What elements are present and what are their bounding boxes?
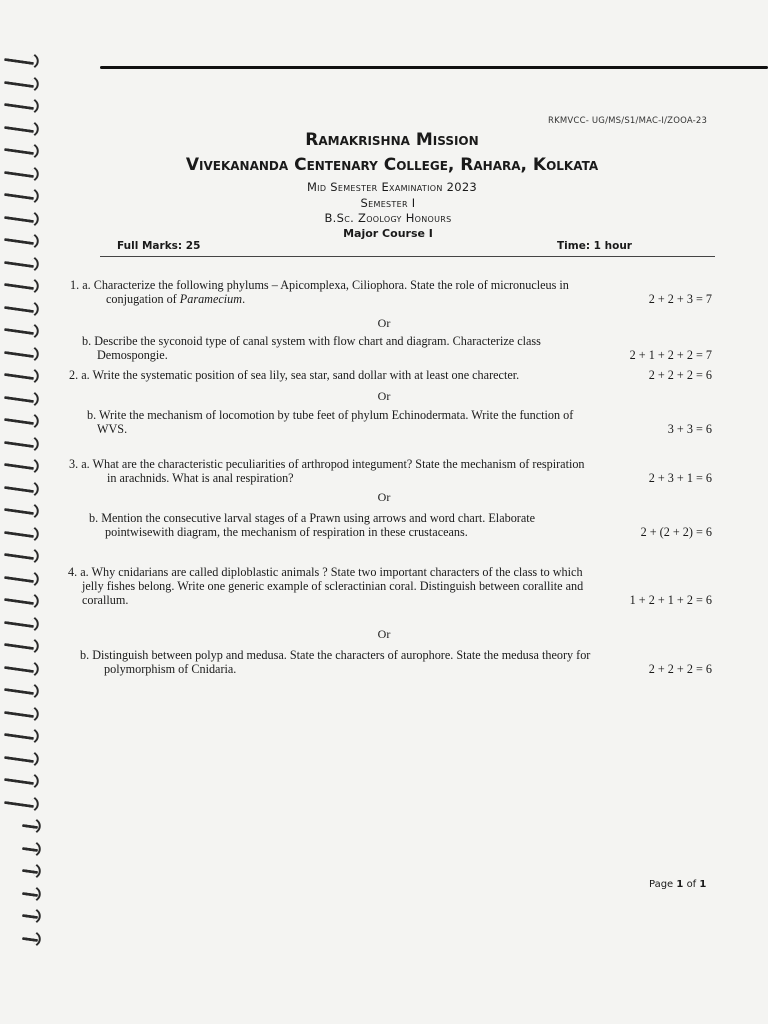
question-number: b. xyxy=(80,648,90,662)
question-text: Characterize the following phylums – Apicomplexa, Ciliophora. State the role of micronucleus in xyxy=(93,278,569,292)
question-text: jelly fishes belong. Write one generic example of scleractinian coral. Distinguish between corallite and xyxy=(82,579,584,593)
binding-ring-hook xyxy=(28,369,42,383)
question-number: 2. a. xyxy=(69,368,90,382)
question-4a xyxy=(68,565,712,607)
question-text: Mention the consecutive larval stages of a Prawn using arrows and word chart. Elaborate xyxy=(101,511,536,525)
top-rule xyxy=(100,66,768,69)
question-marks: 2 + (2 + 2) = 6 xyxy=(640,525,712,539)
question-marks: 2 + 3 + 1 = 6 xyxy=(648,471,712,485)
header-divider xyxy=(100,256,715,257)
binding-ring-hook xyxy=(28,526,42,540)
question-2b xyxy=(87,408,712,436)
binding-ring-hook xyxy=(28,459,42,473)
question-text: in arachnids. What is anal respiration? xyxy=(107,471,294,485)
binding-ring-hook xyxy=(28,99,42,113)
binding-ring-hook xyxy=(28,706,42,720)
question-number: b. xyxy=(89,511,99,525)
binding-ring-hook xyxy=(30,886,44,900)
question-text: Describe the syconoid type of canal system with flow chart and diagram. Characterize class xyxy=(94,334,541,348)
question-text: polymorphism of Cnidaria. xyxy=(104,662,237,676)
paper-code: RKMVCC- UG/MS/S1/MAC-I/ZOOA-23 xyxy=(548,116,708,126)
binding-ring-hook xyxy=(28,594,42,608)
page-number xyxy=(649,879,706,890)
binding-ring-hook xyxy=(28,504,42,518)
question-number: 1. a. xyxy=(70,278,91,292)
binding-ring-hook xyxy=(28,279,42,293)
binding-ring-hook xyxy=(28,774,42,788)
binding-ring-hook xyxy=(28,76,42,90)
binding-ring-hook xyxy=(28,549,42,563)
question-1b xyxy=(82,334,712,362)
question-text: Why cnidarians are called diploblastic animals ? State two important characters of the class to which xyxy=(91,565,583,579)
binding-ring-hook xyxy=(28,54,42,68)
question-3a xyxy=(69,457,712,485)
binding-ring-hook xyxy=(30,864,44,878)
question-text: Distinguish between polyp and medusa. State the characters of aurophore. State the medusa theory for xyxy=(92,648,591,662)
question-number: b. xyxy=(82,334,92,348)
binding-ring-hook xyxy=(28,661,42,675)
full-marks: Full Marks: 25 xyxy=(117,240,201,252)
question-marks: 2 + 2 + 2 = 6 xyxy=(648,368,712,382)
question-text: Demospongie. xyxy=(97,348,168,362)
binding-ring-hook xyxy=(28,346,42,360)
question-marks: 2 + 1 + 2 + 2 = 7 xyxy=(629,348,712,362)
major-course-label: Major Course I xyxy=(343,227,433,240)
institution-name-line2: Vivekananda Centenary College, Rahara, Kolkata xyxy=(185,155,599,175)
question-number: b. xyxy=(87,408,97,422)
binding-ring-hook xyxy=(30,931,44,945)
page-of-label: of xyxy=(686,879,697,890)
question-text: pointwisewith diagram, the mechanism of respiration in these crustaceans. xyxy=(105,525,468,539)
question-1a xyxy=(70,278,712,306)
question-marks: 2 + 2 + 3 = 7 xyxy=(648,292,712,306)
or-separator: Or xyxy=(377,389,391,403)
or-separator: Or xyxy=(377,490,391,504)
binding-ring-hook xyxy=(28,796,42,810)
question-marks: 3 + 3 = 6 xyxy=(667,422,712,436)
question-marks: 2 + 2 + 2 = 6 xyxy=(648,662,712,676)
page-label: Page xyxy=(649,879,674,890)
question-text: Write the systematic position of sea lily, sea star, sand dollar with at least one charecter. xyxy=(92,368,520,382)
question-text: Write the mechanism of locomotion by tube feet of phylum Echinodermata. Write the function of xyxy=(98,408,574,422)
question-text-italic: Paramecium xyxy=(179,292,243,306)
binding-ring-hook xyxy=(28,301,42,315)
course-label: B.Sc. Zoology Honours xyxy=(324,211,452,225)
question-text: . xyxy=(242,292,246,306)
question-text: corallum. xyxy=(82,593,129,607)
question-marks: 1 + 2 + 1 + 2 = 6 xyxy=(629,593,712,607)
binding-ring-hook xyxy=(30,841,44,855)
or-separator: Or xyxy=(377,316,391,330)
time-allowed: Time: 1 hour xyxy=(557,240,632,252)
question-text: What are the characteristic peculiarities of arthropod integument? State the mechanism of respiration xyxy=(92,457,585,471)
binding-ring-hook xyxy=(28,729,42,743)
page-total: 1 xyxy=(699,879,707,890)
semester-label: Semester I xyxy=(360,196,416,210)
institution-name-line1: Ramakrishna Mission xyxy=(305,130,479,150)
or-separator: Or xyxy=(377,627,391,641)
binding-ring-hook xyxy=(30,819,44,833)
binding-ring-hook xyxy=(28,571,42,585)
question-number: 3. a. xyxy=(69,457,90,471)
page-current: 1 xyxy=(676,879,684,890)
binding-ring-hook xyxy=(28,256,42,270)
question-text: WVS. xyxy=(97,422,128,436)
question-4b xyxy=(80,648,712,676)
exam-title: Mid Semester Examination 2023 xyxy=(306,180,478,194)
question-3b xyxy=(89,511,712,539)
question-number: 4. a. xyxy=(68,565,89,579)
binding-ring-hook xyxy=(28,414,42,428)
question-2a xyxy=(69,368,712,382)
binding-ring-hook xyxy=(28,751,42,765)
binding-ring-hook xyxy=(30,909,44,923)
question-text: conjugation of xyxy=(106,292,180,306)
binding-ring-hook xyxy=(28,436,42,450)
binding-ring-hook xyxy=(28,684,42,698)
